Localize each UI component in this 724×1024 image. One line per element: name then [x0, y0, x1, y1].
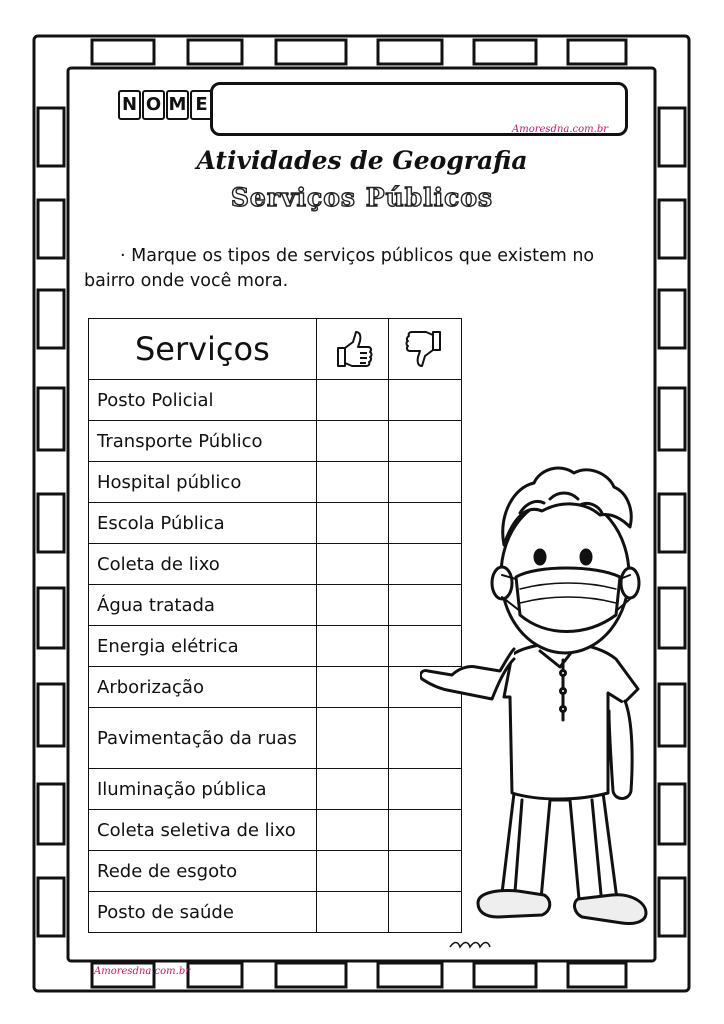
table-row [89, 503, 462, 544]
no-column-header [389, 319, 462, 380]
name-label-letter: N [118, 90, 141, 120]
service-name: Posto de saúde [89, 892, 317, 933]
table-row [89, 626, 462, 667]
service-name: Coleta seletiva de lixo [89, 810, 317, 851]
table-row [89, 462, 462, 503]
yes-cell[interactable] [316, 769, 389, 810]
service-name: Água tratada [89, 585, 317, 626]
service-name: Posto Policial [89, 380, 317, 421]
yes-cell[interactable] [316, 810, 389, 851]
site-logo [512, 124, 608, 135]
table-row [89, 421, 462, 462]
table-row [89, 810, 462, 851]
service-name: Transporte Público [89, 421, 317, 462]
service-name: Hospital público [89, 462, 317, 503]
yes-cell[interactable] [316, 585, 389, 626]
service-name: Rede de esgoto [89, 851, 317, 892]
no-cell[interactable] [389, 380, 462, 421]
yes-cell[interactable] [316, 667, 389, 708]
page-title: Atividades de Geografia [196, 146, 528, 175]
table-row [89, 851, 462, 892]
service-name: Pavimentação da ruas [89, 708, 317, 769]
yes-cell[interactable] [316, 503, 389, 544]
name-label-letter: M [166, 90, 189, 120]
services-column-header: Serviços [89, 319, 317, 380]
boy-with-mask-illustration [420, 455, 655, 955]
table-row [89, 892, 462, 933]
yes-cell[interactable] [316, 892, 389, 933]
table-row [89, 667, 462, 708]
table-row [89, 585, 462, 626]
yes-cell[interactable] [316, 626, 389, 667]
thumbs-down-icon [402, 326, 448, 372]
site-logo-bottom [94, 966, 190, 977]
service-name: Coleta de lixo [89, 544, 317, 585]
services-table [88, 318, 462, 933]
yes-cell[interactable] [316, 544, 389, 585]
logo-text: Amoresdna.com.br [512, 124, 609, 135]
service-name: Energia elétrica [89, 626, 317, 667]
table-row [89, 544, 462, 585]
table-row [89, 769, 462, 810]
instructions-text: · Marque os tipos de serviços públicos que existem no bairro onde você mora. [84, 246, 595, 291]
name-label [118, 90, 213, 120]
service-name: Escola Pública [89, 503, 317, 544]
name-label-letter: O [142, 90, 165, 120]
table-row [89, 708, 462, 769]
yes-cell[interactable] [316, 462, 389, 503]
page-subtitle: Serviços Públicos [230, 183, 494, 212]
yes-cell[interactable] [316, 851, 389, 892]
thumbs-up-icon [330, 326, 376, 372]
name-label-letter: E [190, 90, 213, 120]
service-name: Arborização [89, 667, 317, 708]
table-header-row [89, 319, 462, 380]
yes-column-header [316, 319, 389, 380]
logo-text-bottom: Amoresdna.com.br [94, 966, 191, 977]
service-name: Iluminação pública [89, 769, 317, 810]
table-row [89, 380, 462, 421]
yes-cell[interactable] [316, 380, 389, 421]
yes-cell[interactable] [316, 421, 389, 462]
yes-cell[interactable] [316, 708, 389, 769]
